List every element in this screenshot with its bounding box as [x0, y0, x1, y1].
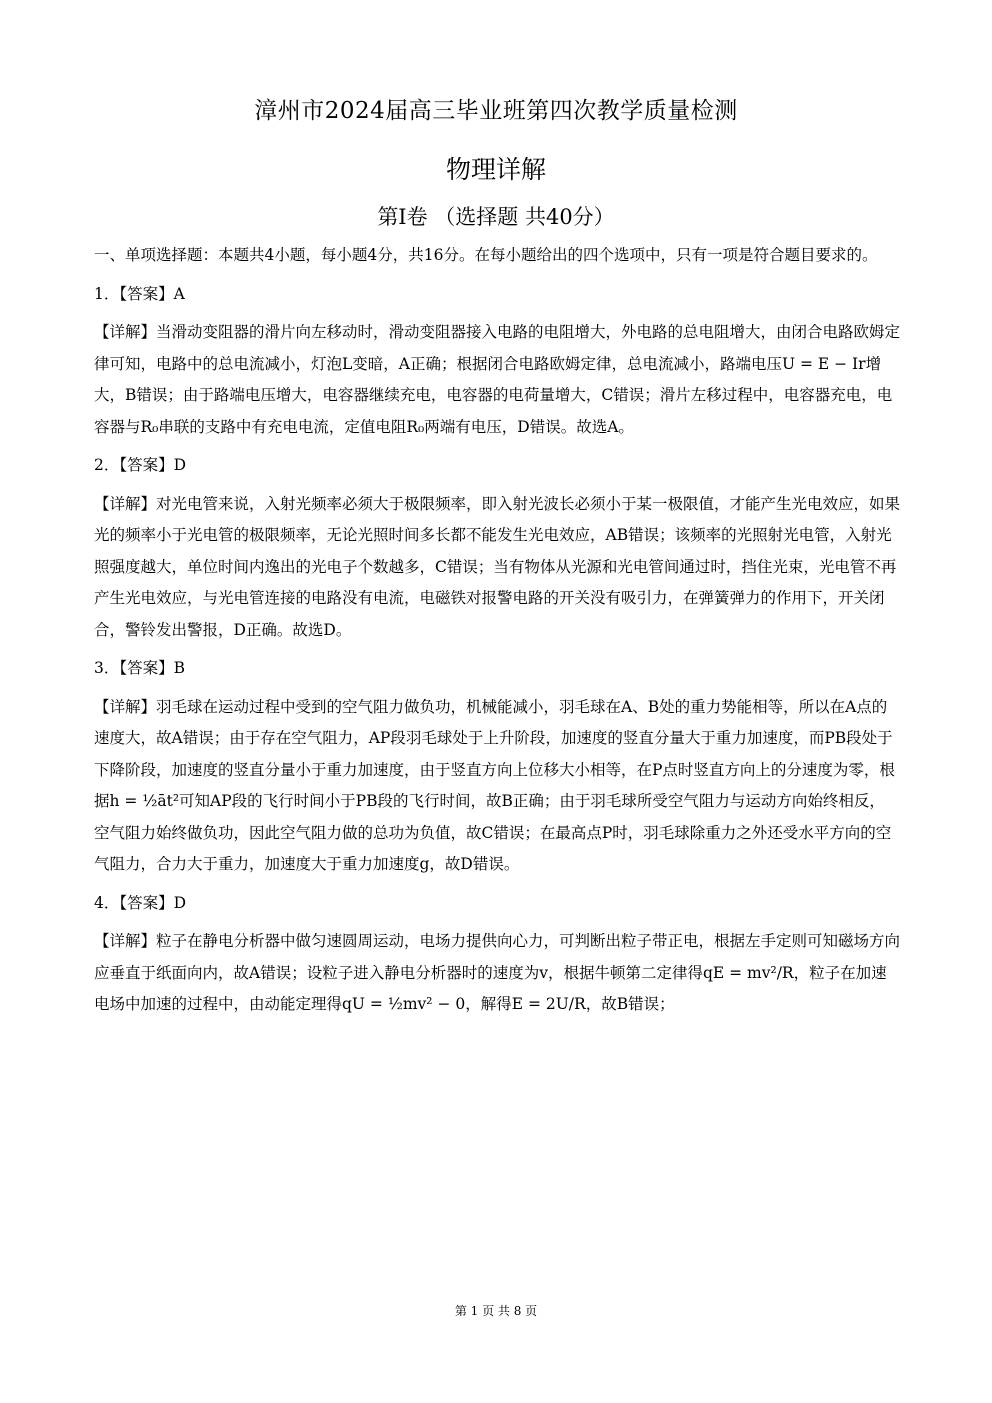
q4-answer: 4．【答案】D — [94, 893, 187, 912]
section-heading: 第Ⅰ卷 （选择题 共40分） — [377, 205, 615, 229]
document-subtitle: 物理详解 — [445, 155, 546, 184]
q3-detail: 【详解】羽毛球在运动过程中受到的空气阻力做负功，机械能减小，羽毛球在A、B处的重力势能相等，所以在A点的速度大，故A错误；由于存在空气阻力，AP段羽毛球处于上升阶段，加速度的竖直分量大于重力加速度，而PB段处于下降阶段，加速度的竖直分量小于重力加速度，由于竖直方向上位移大小相等，在P点时竖直方向上的分速度为零，根据h = ½āt²可知AP段的飞行时间小于PB段的飞行时间，故B正确；由于羽毛球所受空气阻力与运动方向始终相反，空气阻力始终做负功，因此空气阻力做的总功为负值，故C错误；在最高点P时，羽毛球除重力之外还受水平方向的空气阻力，合力大于重力，加速度大于重力加速度g，故D错误。 — [94, 697, 895, 873]
q4-detail: 【详解】粒子在静电分析器中做匀速圆周运动，电场力提供向心力，可判断出粒子带正电，根据左手定则可知磁场方向应垂直于纸面向内，故A错误；设粒子进入静电分析器时的速度为v，根据牛顿第二定律得qE = mv²/R，粒子在加速电场中加速的过程中，由动能定理得qU = ½mv² − 0，解得E = 2U/R，故B错误； — [94, 932, 901, 1013]
part-intro: 一、单项选择题：本题共4小题，每小题4分，共16分。在每小题给出的四个选项中，只有一项是符合题目要求的。 — [94, 246, 878, 264]
document-body — [94, 240, 900, 1021]
q1-detail: 【详解】当滑动变阻器的滑片向左移动时，滑动变阻器接入电路的电阻增大，外电路的总电阻增大，由闭合电路欧姆定律可知，电路中的总电流减小，灯泡L变暗，A正确；根据闭合电路欧姆定律，总电流减小，路端电压U = E − Ir增大，B错误；由于路端电压增大，电容器继续充电，电容器的电荷量增大，C错误；滑片左移过程中，电容器充电，电容器与R₀串联的支路中有充电电流，定值电阻R₀两端有电压，D错误。故选A。 — [94, 323, 901, 436]
q3-answer: 3．【答案】B — [94, 659, 186, 677]
page-number: 第 1 页 共 8 页 — [454, 1304, 538, 1318]
q2-detail: 【详解】对光电管来说，入射光频率必须大于极限频率，即入射光波长必须小于某一极限值，才能产生光电效应，如果光的频率小于光电管的极限频率，无论光照时间多长都不能发生光电效应，AB错误；该频率的光照射光电管，入射光照强度越大，单位时间内逸出的光电子个数越多，C错误；当有物体从光源和光电管间通过时，挡住光束，光电管不再产生光电效应，与光电管连接的电路没有电流，电磁铁对报警电路的开关没有吸引力，在弹簧弹力的作用下，开关闭合，警铃发出警报，D正确。故选D。 — [94, 494, 901, 639]
q2-answer: 2．【答案】D — [94, 456, 187, 474]
document-title: 漳州市2024届高三毕业班第四次教学质量检测 — [254, 98, 738, 124]
q1-answer: 1．【答案】A — [94, 284, 185, 303]
